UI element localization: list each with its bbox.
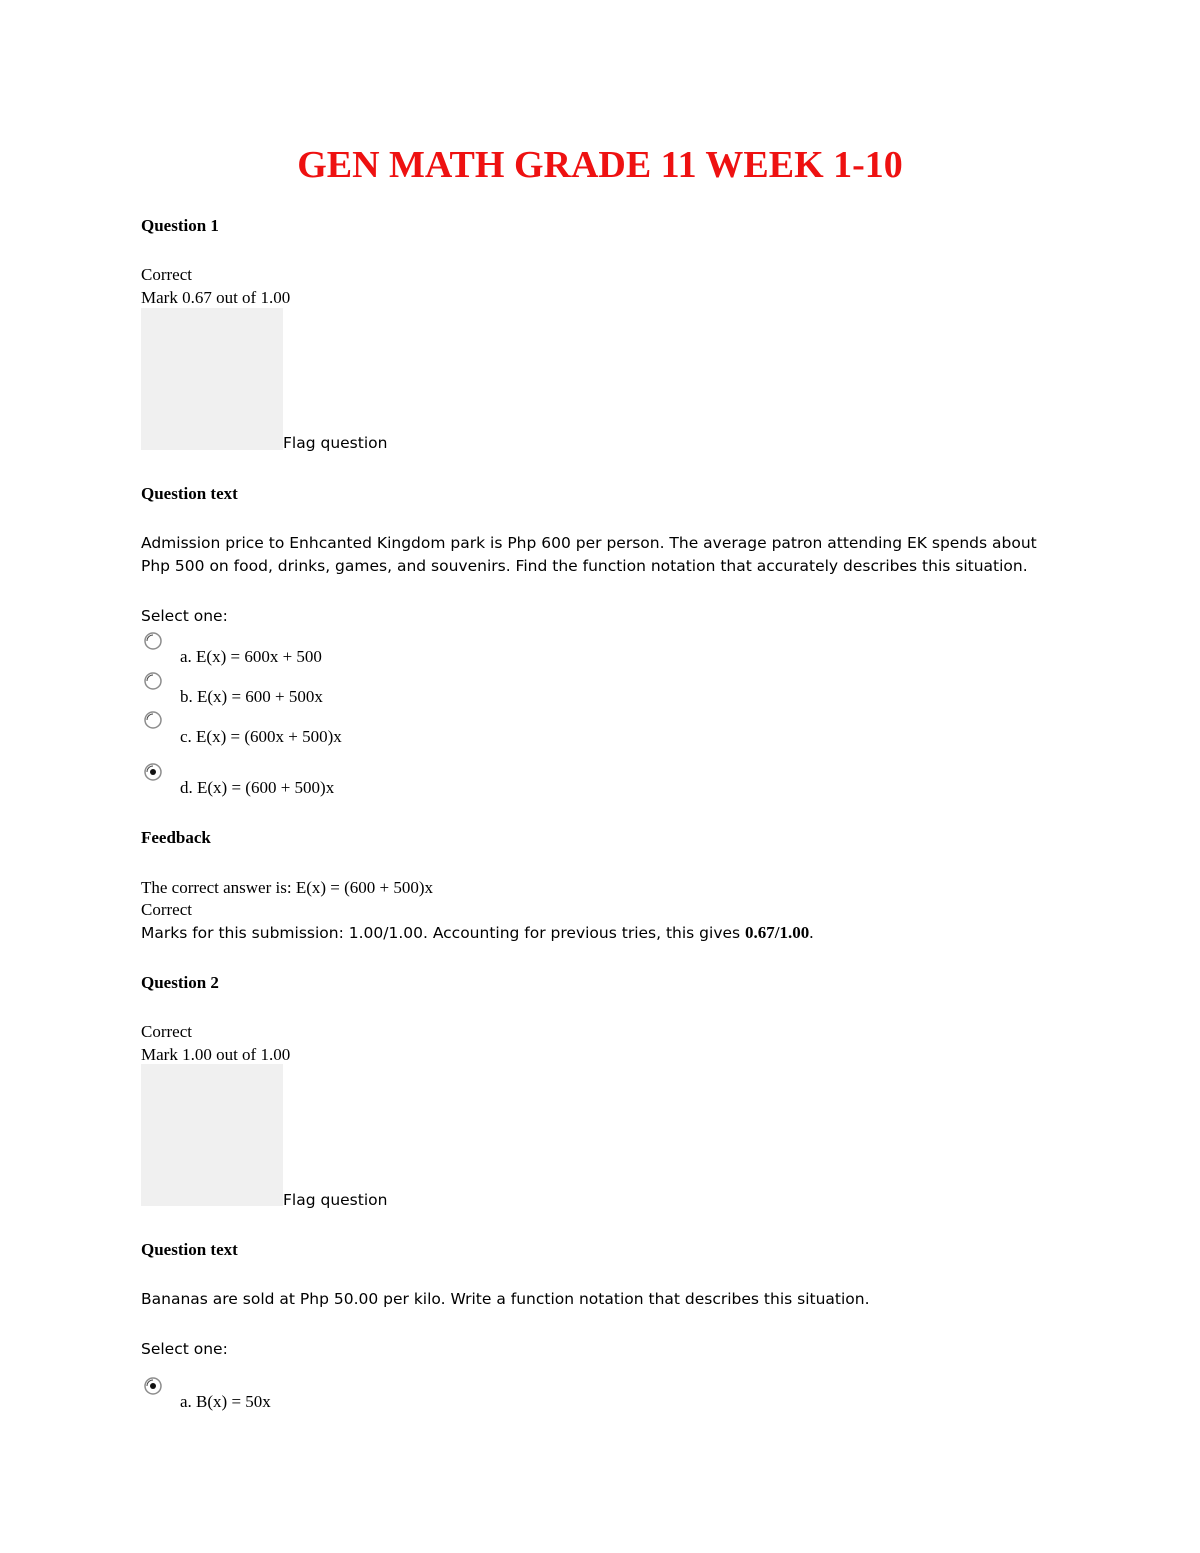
question-2-text-heading: Question text xyxy=(141,1240,238,1259)
question-2-select-one: Select one: xyxy=(141,1340,228,1358)
question-2-text: Bananas are sold at Php 50.00 per kilo. Write a function notation that describes this situation. xyxy=(141,1290,870,1308)
flag-icon[interactable] xyxy=(141,308,283,450)
marks-line xyxy=(141,921,814,945)
question-1-mark: Mark 0.67 out of 1.00 xyxy=(141,288,291,307)
question-2-heading: Question 2 xyxy=(141,973,219,992)
radio-q1-option-b[interactable] xyxy=(144,672,162,690)
question-1-status: Correct xyxy=(141,265,192,284)
option-label: d. E(x) = (600 + 500)x xyxy=(180,778,335,797)
radio-q1-option-c[interactable] xyxy=(144,711,162,729)
page-title: GEN MATH GRADE 11 WEEK 1-10 xyxy=(297,144,903,186)
radio-q2-option-a-selected[interactable] xyxy=(144,1377,162,1395)
question-2-status: Correct xyxy=(141,1022,192,1041)
option-label: b. E(x) = 600 + 500x xyxy=(180,687,323,706)
option-label: c. E(x) = (600x + 500)x xyxy=(180,727,342,746)
marks-text: Marks for this submission: 1.00/1.00. Accounting for previous tries, this gives xyxy=(141,924,746,942)
option-label: a. E(x) = 600x + 500 xyxy=(180,647,322,666)
question-1-text-heading: Question text xyxy=(141,484,238,503)
radio-q1-option-a[interactable] xyxy=(144,632,162,650)
feedback-heading: Feedback xyxy=(141,828,211,847)
marks-bold: 0.67/1.00 xyxy=(745,923,810,942)
radio-q1-option-d-selected[interactable] xyxy=(144,763,162,781)
question-1-text: Admission price to Enhcanted Kingdom park is Php 600 per person. The average patron attending EK spends about Php 500 on food, drinks, games, and souvenirs. Find the function notation that accurately describes this situation. xyxy=(141,534,1037,575)
flag-question-link[interactable]: Flag question xyxy=(283,434,388,452)
option-label: a. B(x) = 50x xyxy=(180,1392,271,1411)
question-1-select-one: Select one: xyxy=(141,607,228,625)
flag-icon[interactable] xyxy=(141,1064,283,1206)
marks-end: . xyxy=(809,923,814,942)
correct-answer: The correct answer is: E(x) = (600 + 500)x xyxy=(141,878,434,897)
feedback-status: Correct xyxy=(141,900,192,919)
flag-question-link[interactable]: Flag question xyxy=(283,1191,388,1209)
question-1-heading: Question 1 xyxy=(141,216,219,235)
question-2-mark: Mark 1.00 out of 1.00 xyxy=(141,1045,291,1064)
